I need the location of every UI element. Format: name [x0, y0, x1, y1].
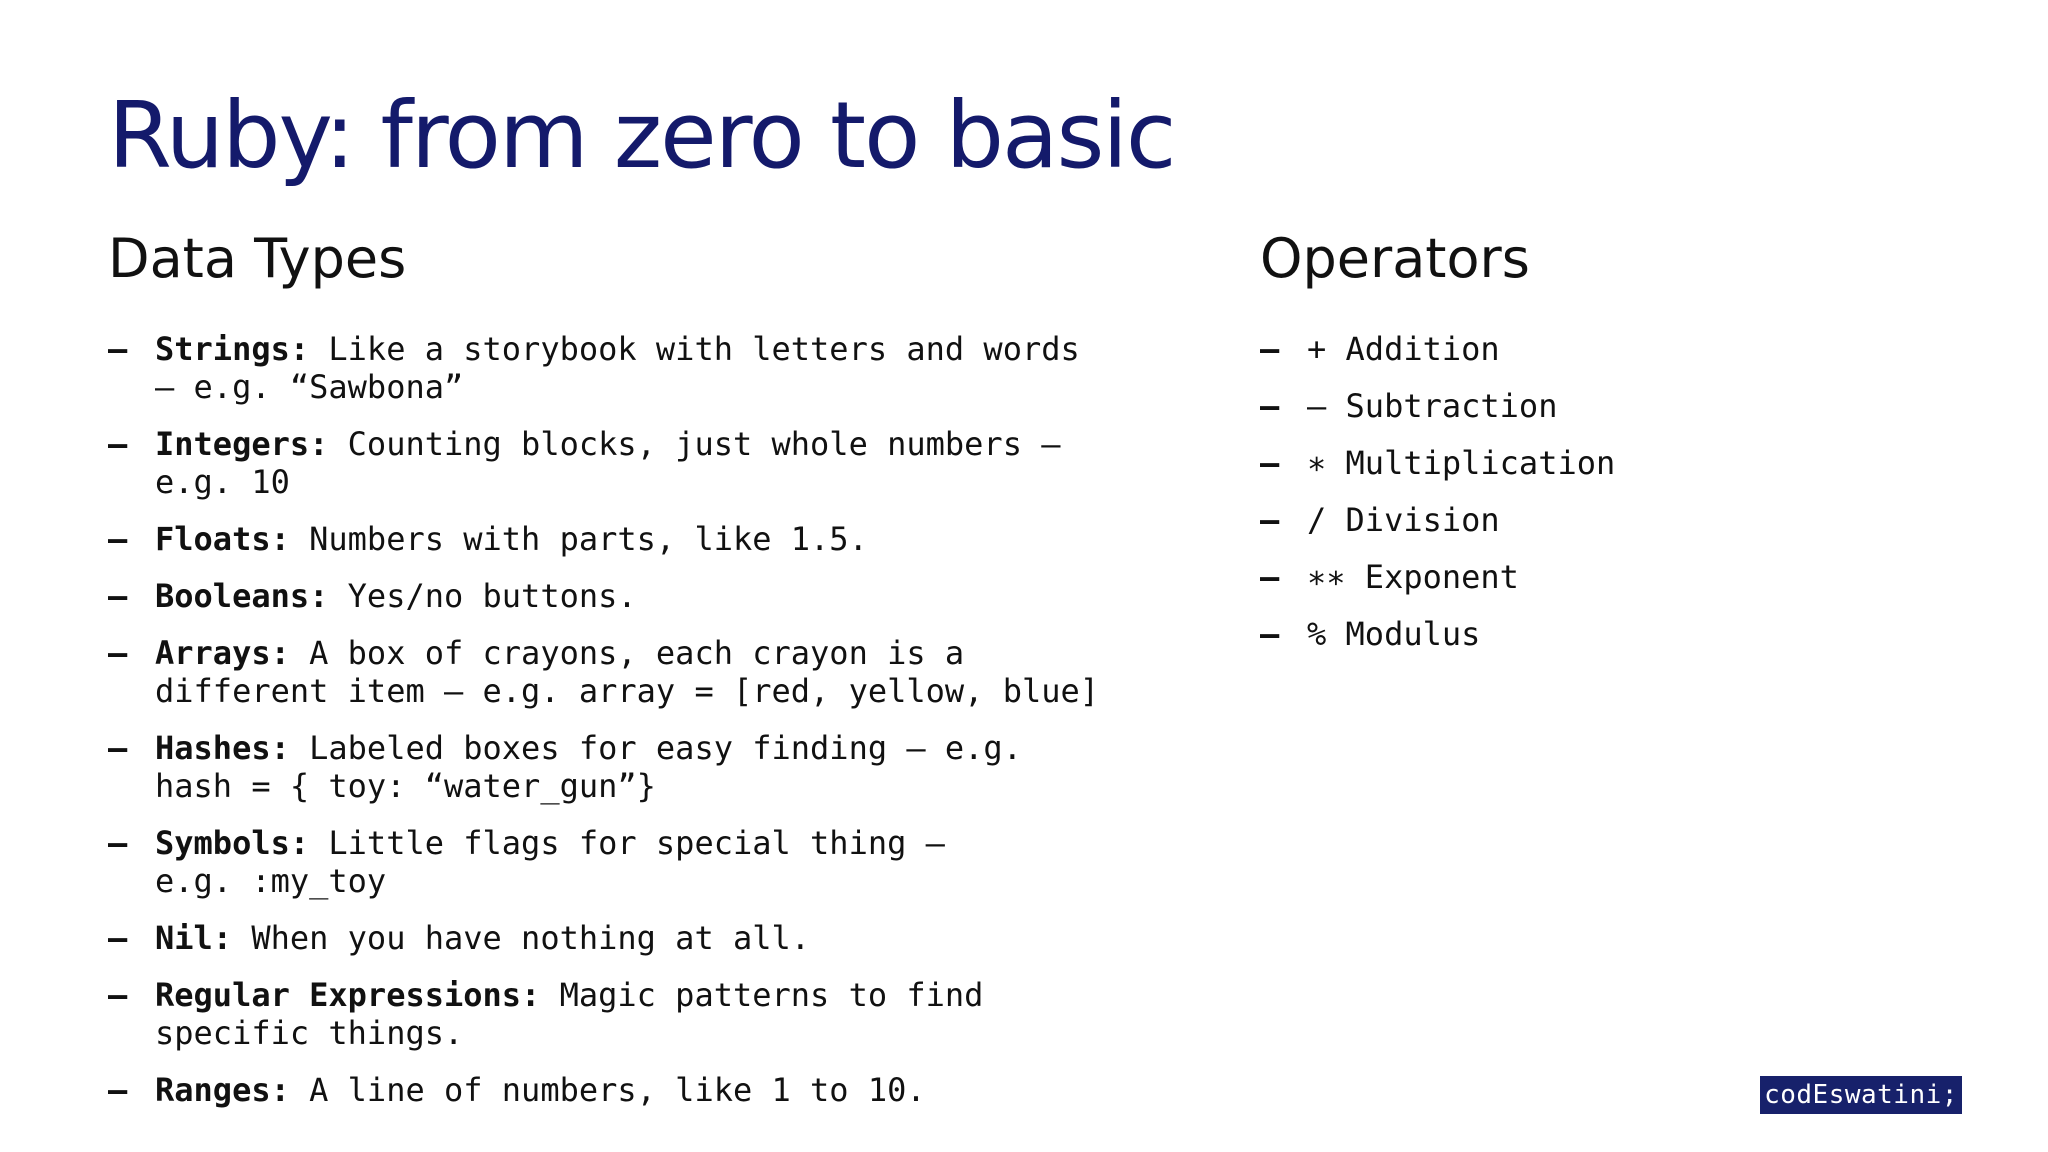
item-term: Booleans:	[155, 577, 329, 616]
bullet-dash: –	[108, 919, 128, 958]
list-item	[108, 824, 1188, 900]
data-types-section	[108, 228, 1188, 1128]
item-text: Magic patterns to find	[540, 976, 984, 1015]
item-text-continued: different item – e.g. array = [red, yellow, blue]	[155, 672, 1100, 711]
operator-text: – Subtraction	[1307, 387, 1558, 426]
bullet-dash: –	[1260, 387, 1280, 426]
bullet-dash: –	[1260, 558, 1280, 597]
item-text-continued: – e.g. “Sawbona”	[155, 368, 464, 407]
bullet-dash: –	[108, 976, 128, 1015]
list-item	[108, 330, 1188, 406]
item-text: Labeled boxes for easy finding – e.g.	[289, 729, 1022, 768]
item-text: Numbers with parts, like 1.5.	[289, 520, 868, 559]
item-text: When you have nothing at all.	[232, 919, 811, 958]
item-text: Yes/no buttons.	[328, 577, 637, 616]
list-item	[108, 729, 1188, 805]
bullet-dash: –	[108, 425, 128, 464]
bullet-dash: –	[108, 520, 128, 559]
item-term: Ranges:	[155, 1071, 290, 1110]
bullet-dash: –	[108, 1071, 128, 1110]
item-term: Strings:	[155, 330, 310, 369]
data-types-list	[108, 330, 1188, 1109]
item-term: Floats:	[155, 520, 290, 559]
operator-text: + Addition	[1307, 330, 1500, 369]
list-item	[1260, 558, 1920, 596]
operators-list	[1260, 330, 1920, 653]
bullet-dash: –	[108, 577, 128, 616]
operators-heading: Operators	[1260, 227, 1530, 290]
item-text-continued: e.g. :my_toy	[155, 862, 387, 901]
list-item	[108, 1071, 1188, 1109]
bullet-dash: –	[1260, 444, 1280, 483]
list-item	[108, 919, 1188, 957]
list-item	[108, 634, 1188, 710]
item-term: Arrays:	[155, 634, 290, 673]
list-item	[108, 520, 1188, 558]
item-text: Like a storybook with letters and words	[309, 330, 1080, 369]
item-term: Regular Expressions:	[155, 976, 541, 1015]
list-item	[108, 976, 1188, 1052]
item-text-continued: hash = { toy: “water_gun”}	[155, 767, 656, 806]
operators-section	[1260, 228, 1920, 672]
list-item	[1260, 615, 1920, 653]
slide-title: Ruby: from zero to basic	[108, 82, 1175, 189]
brand-logo: codEswatini;	[1760, 1076, 1962, 1114]
operator-text: ∗ Multiplication	[1307, 444, 1616, 483]
item-text: A line of numbers, like 1 to 10.	[289, 1071, 926, 1110]
list-item	[108, 425, 1188, 501]
item-text-continued: specific things.	[155, 1014, 464, 1053]
item-text-continued: e.g. 10	[155, 463, 290, 502]
list-item	[108, 577, 1188, 615]
bullet-dash: –	[108, 824, 128, 863]
operator-text: % Modulus	[1307, 615, 1481, 654]
list-item	[1260, 330, 1920, 368]
data-types-heading: Data Types	[108, 227, 407, 290]
bullet-dash: –	[1260, 615, 1280, 654]
item-text: Little flags for special thing –	[309, 824, 945, 863]
list-item	[1260, 501, 1920, 539]
item-term: Integers:	[155, 425, 329, 464]
item-text: A box of crayons, each crayon is a	[289, 634, 965, 673]
item-term: Nil:	[155, 919, 233, 958]
list-item	[1260, 387, 1920, 425]
operator-text: / Division	[1307, 501, 1500, 540]
bullet-dash: –	[108, 634, 128, 673]
bullet-dash: –	[108, 729, 128, 768]
bullet-dash: –	[1260, 330, 1280, 369]
item-text: Counting blocks, just whole numbers –	[328, 425, 1061, 464]
item-term: Symbols:	[155, 824, 310, 863]
bullet-dash: –	[108, 330, 128, 369]
bullet-dash: –	[1260, 501, 1280, 540]
list-item	[1260, 444, 1920, 482]
item-term: Hashes:	[155, 729, 290, 768]
operator-text: ∗∗ Exponent	[1307, 558, 1519, 597]
